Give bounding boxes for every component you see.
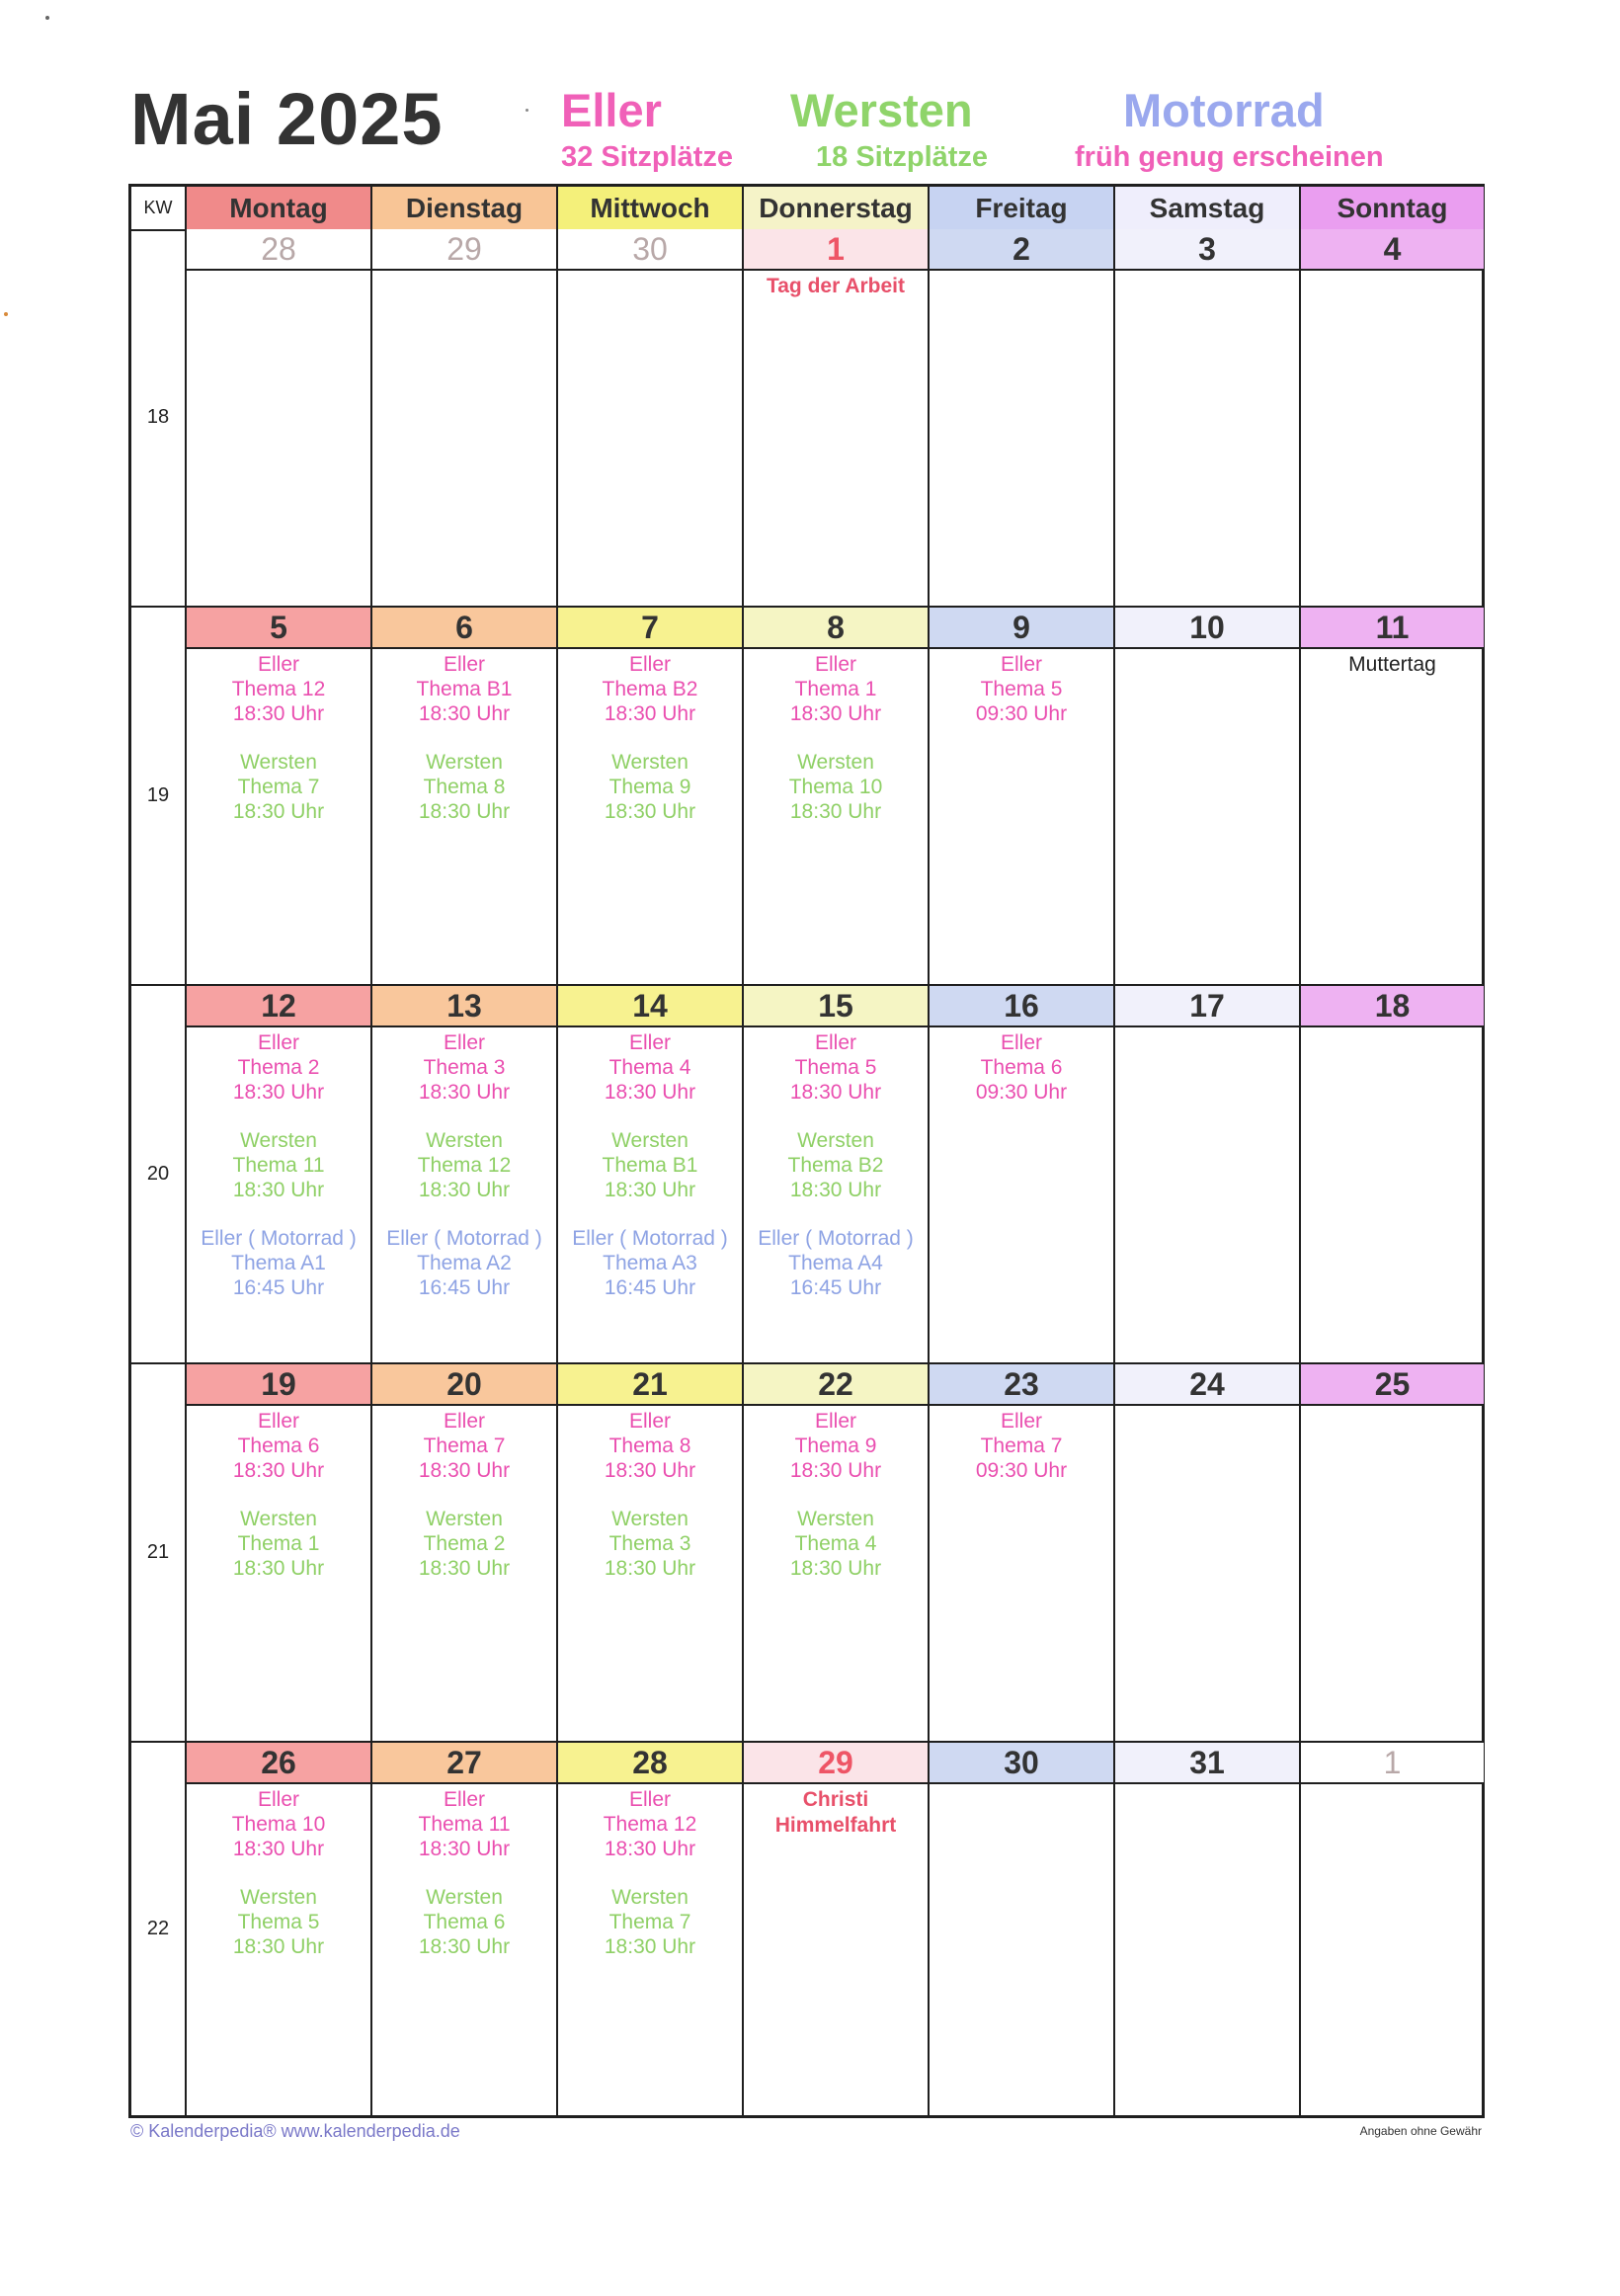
day-entries xyxy=(744,652,928,848)
week-number: 21 xyxy=(131,1364,187,1741)
event-time: 18:30 Uhr xyxy=(232,1557,325,1580)
week-row-kw19 xyxy=(131,608,1482,986)
event-topic: Thema 2 xyxy=(423,1532,506,1555)
day-cell[interactable] xyxy=(1115,229,1301,606)
event-eller[interactable] xyxy=(558,1409,742,1483)
event-topic: Thema 5 xyxy=(980,678,1063,700)
event-time: 18:30 Uhr xyxy=(418,1459,511,1482)
event-location: Wersten xyxy=(426,1508,503,1530)
event-time: 18:30 Uhr xyxy=(418,1935,511,1958)
day-number: 16 xyxy=(930,986,1113,1027)
day-entries xyxy=(558,652,742,848)
event-eller[interactable] xyxy=(372,1787,556,1861)
day-cell[interactable] xyxy=(1115,1743,1301,2115)
day-cell[interactable] xyxy=(187,1743,372,2115)
event-time: 16:45 Uhr xyxy=(418,1276,511,1299)
event-time: 18:30 Uhr xyxy=(789,702,882,725)
day-number: 1 xyxy=(744,229,928,271)
day-cell[interactable] xyxy=(930,229,1115,606)
event-eller[interactable] xyxy=(187,1030,370,1105)
day-cell[interactable] xyxy=(1115,608,1301,984)
day-number: 2 xyxy=(930,229,1113,271)
event-wersten[interactable] xyxy=(558,1128,742,1202)
day-entries xyxy=(930,652,1113,750)
day-number: 19 xyxy=(187,1364,370,1406)
day-cell[interactable] xyxy=(744,1743,930,2115)
weekday-header-sonntag: Sonntag xyxy=(1301,187,1484,229)
event-time: 18:30 Uhr xyxy=(232,1459,325,1482)
week-row-kw21 xyxy=(131,1364,1482,1743)
day-cell[interactable] xyxy=(372,229,558,606)
event-topic: Thema A4 xyxy=(788,1252,883,1274)
event-wersten[interactable] xyxy=(558,1885,742,1959)
day-cell[interactable] xyxy=(187,229,372,606)
event-time: 18:30 Uhr xyxy=(789,1557,882,1580)
event-topic: Thema B1 xyxy=(416,678,513,700)
event-motorrad[interactable] xyxy=(744,1226,928,1300)
legend-wersten-name: Wersten xyxy=(790,84,973,136)
day-cell[interactable] xyxy=(1301,229,1484,606)
event-topic: Thema 4 xyxy=(608,1056,691,1079)
event-location: Eller xyxy=(1000,1031,1042,1054)
day-cell[interactable] xyxy=(1301,608,1484,984)
day-cell[interactable] xyxy=(558,986,744,1362)
event-topic: Thema B2 xyxy=(602,678,698,700)
day-cell[interactable] xyxy=(187,1364,372,1741)
event-topic: Thema A3 xyxy=(603,1252,697,1274)
event-location: Eller xyxy=(628,653,671,676)
event-eller[interactable] xyxy=(372,1030,556,1105)
event-time: 18:30 Uhr xyxy=(604,800,696,823)
day-number: 1 xyxy=(1301,1743,1484,1784)
day-cell[interactable] xyxy=(930,608,1115,984)
event-topic: Thema 4 xyxy=(794,1532,877,1555)
day-number: 23 xyxy=(930,1364,1113,1406)
legend-motorrad-subtitle: früh genug erscheinen xyxy=(1075,141,1384,173)
legend-eller-subtitle: 32 Sitzplätze xyxy=(561,141,734,173)
event-location: Eller xyxy=(628,1788,671,1811)
event-motorrad[interactable] xyxy=(187,1226,370,1300)
footer-disclaimer: Angaben ohne Gewähr xyxy=(1359,2124,1482,2138)
day-entries xyxy=(187,1409,370,1604)
event-location: Eller ( Motorrad ) xyxy=(758,1227,914,1250)
day-cell[interactable] xyxy=(187,986,372,1362)
event-time: 18:30 Uhr xyxy=(604,1838,696,1860)
event-topic: Thema B2 xyxy=(787,1154,884,1177)
event-eller[interactable] xyxy=(372,1409,556,1483)
event-topic: Thema 10 xyxy=(231,1813,326,1836)
day-number: 12 xyxy=(187,986,370,1027)
event-topic: Thema 6 xyxy=(980,1056,1063,1079)
event-wersten[interactable] xyxy=(558,750,742,824)
event-time: 16:45 Uhr xyxy=(232,1276,325,1299)
event-topic: Thema 12 xyxy=(603,1813,697,1836)
event-wersten[interactable] xyxy=(372,1507,556,1581)
event-eller[interactable] xyxy=(558,1787,742,1861)
day-cell[interactable] xyxy=(1301,1743,1484,2115)
event-time: 16:45 Uhr xyxy=(604,1276,696,1299)
event-eller[interactable] xyxy=(930,652,1113,726)
event-eller[interactable] xyxy=(187,1409,370,1483)
event-location: Eller xyxy=(814,1410,856,1433)
event-location: Eller xyxy=(443,1410,485,1433)
event-location: Eller xyxy=(257,1031,299,1054)
event-location: Eller xyxy=(443,1788,485,1811)
event-time: 18:30 Uhr xyxy=(232,1838,325,1860)
event-time: 18:30 Uhr xyxy=(418,702,511,725)
event-topic: Thema 11 xyxy=(232,1154,325,1177)
event-wersten[interactable] xyxy=(744,750,928,824)
event-location: Wersten xyxy=(797,1508,874,1530)
day-entries xyxy=(930,1409,1113,1507)
event-time: 18:30 Uhr xyxy=(418,1838,511,1860)
event-eller[interactable] xyxy=(744,1409,928,1483)
event-location: Eller ( Motorrad ) xyxy=(201,1227,357,1250)
weekday-header-mittwoch: Mittwoch xyxy=(558,187,744,229)
day-number: 6 xyxy=(372,608,556,649)
day-entries xyxy=(744,274,928,299)
day-number: 14 xyxy=(558,986,742,1027)
event-time: 18:30 Uhr xyxy=(232,1935,325,1958)
day-number: 24 xyxy=(1115,1364,1299,1406)
event-time: 18:30 Uhr xyxy=(604,1557,696,1580)
event-location: Wersten xyxy=(240,751,317,774)
event-time: 18:30 Uhr xyxy=(604,702,696,725)
event-time: 18:30 Uhr xyxy=(604,1935,696,1958)
day-number: 8 xyxy=(744,608,928,649)
event-wersten[interactable] xyxy=(372,1885,556,1959)
event-location: Eller xyxy=(1000,1410,1042,1433)
day-entries xyxy=(558,1409,742,1604)
event-time: 18:30 Uhr xyxy=(232,1081,325,1104)
event-location: Eller xyxy=(814,653,856,676)
event-topic: Thema 2 xyxy=(237,1056,320,1079)
event-wersten[interactable] xyxy=(744,1128,928,1202)
event-time: 16:45 Uhr xyxy=(789,1276,882,1299)
day-entries xyxy=(187,1030,370,1324)
day-entries xyxy=(744,1409,928,1604)
day-cell[interactable] xyxy=(372,1364,558,1741)
event-location: Eller ( Motorrad ) xyxy=(572,1227,728,1250)
event-time: 18:30 Uhr xyxy=(789,1459,882,1482)
event-location: Eller xyxy=(443,653,485,676)
day-number: 30 xyxy=(930,1743,1113,1784)
legend-wersten-subtitle: 18 Sitzplätze xyxy=(816,141,989,173)
event-motorrad[interactable] xyxy=(372,1226,556,1300)
day-cell[interactable] xyxy=(558,1364,744,1741)
holiday-label xyxy=(744,1787,928,1839)
event-location: Eller xyxy=(814,1031,856,1054)
event-topic: Thema 10 xyxy=(788,776,883,798)
day-number: 26 xyxy=(187,1743,370,1784)
event-eller[interactable] xyxy=(930,1030,1113,1105)
event-topic: Thema 12 xyxy=(417,1154,512,1177)
event-wersten[interactable] xyxy=(187,750,370,824)
event-wersten[interactable] xyxy=(558,1507,742,1581)
event-location: Wersten xyxy=(240,1886,317,1909)
event-eller[interactable] xyxy=(187,652,370,726)
day-number: 5 xyxy=(187,608,370,649)
event-wersten[interactable] xyxy=(744,1507,928,1581)
event-location: Wersten xyxy=(797,751,874,774)
scan-speck xyxy=(4,312,8,316)
event-wersten[interactable] xyxy=(187,1507,370,1581)
event-location: Wersten xyxy=(611,1886,688,1909)
event-topic: Thema 6 xyxy=(237,1435,320,1457)
holiday-label-line: Christi xyxy=(802,1788,869,1811)
day-number: 27 xyxy=(372,1743,556,1784)
day-cell[interactable] xyxy=(372,608,558,984)
event-time: 09:30 Uhr xyxy=(975,1459,1068,1482)
kw-header: KW xyxy=(131,187,187,229)
day-cell[interactable] xyxy=(1115,1364,1301,1741)
event-location: Wersten xyxy=(240,1129,317,1152)
weekday-header-montag: Montag xyxy=(187,187,372,229)
day-entries xyxy=(1301,652,1484,678)
day-entries xyxy=(930,1030,1113,1128)
day-number: 28 xyxy=(187,229,370,271)
legend-motorrad-name: Motorrad xyxy=(1123,84,1325,136)
calendar-header xyxy=(0,0,1620,183)
event-topic: Thema 12 xyxy=(231,678,326,700)
event-location: Wersten xyxy=(611,751,688,774)
event-location: Eller xyxy=(443,1031,485,1054)
calendar-grid xyxy=(128,184,1485,2118)
page-title: Mai 2025 xyxy=(130,78,444,160)
day-number: 30 xyxy=(558,229,742,271)
day-number: 31 xyxy=(1115,1743,1299,1784)
week-row-kw18 xyxy=(131,229,1482,608)
event-time: 18:30 Uhr xyxy=(604,1179,696,1201)
day-number: 18 xyxy=(1301,986,1484,1027)
event-wersten[interactable] xyxy=(372,750,556,824)
event-eller[interactable] xyxy=(930,1409,1113,1483)
event-wersten[interactable] xyxy=(372,1128,556,1202)
day-cell[interactable] xyxy=(372,1743,558,2115)
event-time: 18:30 Uhr xyxy=(789,1081,882,1104)
scan-speck xyxy=(45,16,49,20)
event-eller[interactable] xyxy=(187,1787,370,1861)
day-cell[interactable] xyxy=(930,1743,1115,2115)
event-topic: Thema B1 xyxy=(602,1154,698,1177)
event-topic: Thema 11 xyxy=(418,1813,511,1836)
event-eller[interactable] xyxy=(372,652,556,726)
day-cell[interactable] xyxy=(187,608,372,984)
event-time: 18:30 Uhr xyxy=(789,1179,882,1201)
event-topic: Thema 3 xyxy=(423,1056,506,1079)
day-number: 25 xyxy=(1301,1364,1484,1406)
week-number: 19 xyxy=(131,608,187,984)
event-location: Eller xyxy=(628,1410,671,1433)
day-entries xyxy=(372,1030,556,1324)
event-topic: Thema 1 xyxy=(794,678,877,700)
event-location: Eller xyxy=(257,653,299,676)
event-wersten[interactable] xyxy=(187,1128,370,1202)
holiday-label-line: Himmelfahrt xyxy=(774,1814,897,1837)
week-row-kw20 xyxy=(131,986,1482,1364)
event-time: 18:30 Uhr xyxy=(604,1081,696,1104)
day-number: 10 xyxy=(1115,608,1299,649)
event-location: Wersten xyxy=(240,1508,317,1530)
holiday-label-line: Tag der Arbeit xyxy=(766,275,906,297)
weekday-header-donnerstag: Donnerstag xyxy=(744,187,930,229)
event-time: 18:30 Uhr xyxy=(604,1459,696,1482)
event-location: Eller xyxy=(1000,653,1042,676)
day-entries xyxy=(372,1787,556,1983)
holiday-label xyxy=(744,274,928,299)
scan-speck xyxy=(526,109,528,112)
day-number: 29 xyxy=(744,1743,928,1784)
event-eller[interactable] xyxy=(744,1030,928,1105)
day-number: 9 xyxy=(930,608,1113,649)
day-cell[interactable] xyxy=(744,229,930,606)
day-note: Muttertag xyxy=(1348,653,1436,676)
day-cell[interactable] xyxy=(744,608,930,984)
event-eller[interactable] xyxy=(558,1030,742,1105)
event-time: 18:30 Uhr xyxy=(418,1081,511,1104)
event-motorrad[interactable] xyxy=(558,1226,742,1300)
day-cell[interactable] xyxy=(930,986,1115,1362)
event-time: 18:30 Uhr xyxy=(418,1179,511,1201)
event-location: Eller xyxy=(257,1788,299,1811)
legend-eller-name: Eller xyxy=(561,84,662,136)
event-topic: Thema 7 xyxy=(423,1435,506,1457)
event-topic: Thema 8 xyxy=(423,776,506,798)
week-row-kw22 xyxy=(131,1743,1482,2115)
week-number: 22 xyxy=(131,1743,187,2115)
day-entries xyxy=(744,1787,928,1839)
day-number: 7 xyxy=(558,608,742,649)
day-entries xyxy=(372,652,556,848)
event-time: 18:30 Uhr xyxy=(418,800,511,823)
weekday-header-row xyxy=(131,187,1482,231)
event-topic: Thema 6 xyxy=(423,1911,506,1933)
day-cell[interactable] xyxy=(744,1364,930,1741)
week-number: 20 xyxy=(131,986,187,1362)
day-cell[interactable] xyxy=(1115,986,1301,1362)
event-topic: Thema 9 xyxy=(794,1435,877,1457)
event-topic: Thema A1 xyxy=(231,1252,326,1274)
event-topic: Thema 8 xyxy=(608,1435,691,1457)
day-cell[interactable] xyxy=(372,986,558,1362)
day-number: 11 xyxy=(1301,608,1484,649)
day-cell[interactable] xyxy=(1301,1364,1484,1741)
event-location: Wersten xyxy=(797,1129,874,1152)
event-location: Wersten xyxy=(426,1886,503,1909)
day-entries xyxy=(187,1787,370,1983)
event-location: Eller xyxy=(628,1031,671,1054)
event-topic: Thema 5 xyxy=(794,1056,877,1079)
week-number: 18 xyxy=(131,229,187,606)
event-location: Eller ( Motorrad ) xyxy=(386,1227,542,1250)
event-time: 18:30 Uhr xyxy=(232,702,325,725)
day-number: 22 xyxy=(744,1364,928,1406)
event-topic: Thema 7 xyxy=(237,776,320,798)
event-location: Wersten xyxy=(426,751,503,774)
weekday-header-freitag: Freitag xyxy=(930,187,1115,229)
weekday-header-dienstag: Dienstag xyxy=(372,187,558,229)
event-location: Wersten xyxy=(611,1508,688,1530)
day-number: 28 xyxy=(558,1743,742,1784)
event-topic: Thema 7 xyxy=(608,1911,691,1933)
day-cell[interactable] xyxy=(744,986,930,1362)
event-eller[interactable] xyxy=(558,652,742,726)
event-topic: Thema 7 xyxy=(980,1435,1063,1457)
day-entries xyxy=(744,1030,928,1324)
day-number: 29 xyxy=(372,229,556,271)
day-cell[interactable] xyxy=(558,229,744,606)
event-time: 18:30 Uhr xyxy=(418,1557,511,1580)
event-location: Wersten xyxy=(611,1129,688,1152)
day-number: 15 xyxy=(744,986,928,1027)
day-number: 20 xyxy=(372,1364,556,1406)
event-location: Eller xyxy=(257,1410,299,1433)
event-wersten[interactable] xyxy=(187,1885,370,1959)
event-time: 09:30 Uhr xyxy=(975,702,1068,725)
event-topic: Thema 5 xyxy=(237,1911,320,1933)
day-number: 3 xyxy=(1115,229,1299,271)
event-time: 18:30 Uhr xyxy=(232,1179,325,1201)
day-entries xyxy=(187,652,370,848)
day-number: 21 xyxy=(558,1364,742,1406)
day-number: 17 xyxy=(1115,986,1299,1027)
day-cell[interactable] xyxy=(1301,986,1484,1362)
event-topic: Thema 9 xyxy=(608,776,691,798)
day-cell[interactable] xyxy=(930,1364,1115,1741)
event-time: 09:30 Uhr xyxy=(975,1081,1068,1104)
weekday-header-samstag: Samstag xyxy=(1115,187,1301,229)
event-topic: Thema 3 xyxy=(608,1532,691,1555)
event-time: 18:30 Uhr xyxy=(232,800,325,823)
day-cell[interactable] xyxy=(558,1743,744,2115)
event-topic: Thema A2 xyxy=(417,1252,512,1274)
day-entries xyxy=(558,1787,742,1983)
event-time: 18:30 Uhr xyxy=(789,800,882,823)
day-number: 4 xyxy=(1301,229,1484,271)
day-number: 13 xyxy=(372,986,556,1027)
event-location: Wersten xyxy=(426,1129,503,1152)
event-eller[interactable] xyxy=(744,652,928,726)
day-cell[interactable] xyxy=(558,608,744,984)
event-topic: Thema 1 xyxy=(237,1532,320,1555)
day-entries xyxy=(372,1409,556,1604)
day-entries xyxy=(558,1030,742,1324)
footer-copyright: © Kalenderpedia® www.kalenderpedia.de xyxy=(130,2121,460,2141)
